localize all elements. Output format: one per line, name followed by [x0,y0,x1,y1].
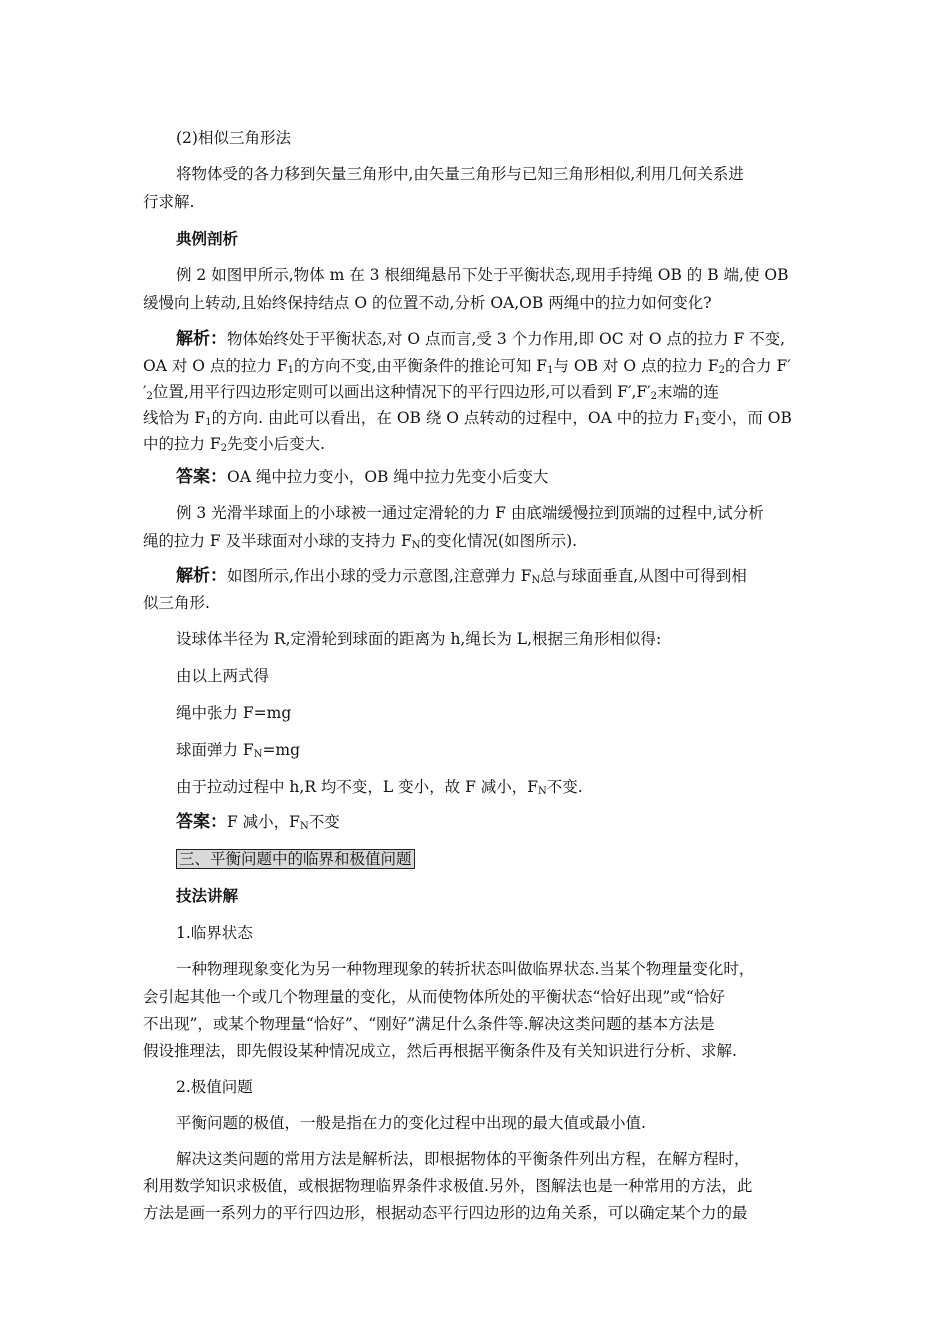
text: 解决这类问题的常用方法是解析法，即根据物体的平衡条件列出方程，在解方程时， [176,1150,750,1168]
text: 似三角形. [143,594,210,612]
text: 缓慢向上转动,且始终保持结点 O 的位置不动,分析 OA,OB 两绳中的拉力如何变化? [143,294,712,312]
text: OA 对 O 点的拉力 F [143,357,288,375]
subscript: 1 [694,417,701,428]
text: 变小，而 OB [700,409,792,427]
subscript: N [411,540,421,551]
paragraph-line [143,986,725,1008]
paragraph-line [176,739,300,761]
text: 行求解. [143,193,195,211]
text: 2.极值问题 [176,1078,253,1096]
text: 一种物理现象变化为另一种物理现象的转折状态叫做临界状态.当某个物理量变化时， [176,960,755,978]
subscript: 1 [205,417,212,428]
paragraph-line [176,264,789,286]
analysis-line [143,381,719,403]
text: 的合力 F′ [725,357,791,375]
subscript: N [531,575,541,586]
analysis-line [143,407,792,429]
text: 方法是画一系列力的平行四边形，根据动态平行四边形的边角关系，可以确定某个力的最 [143,1204,748,1222]
text: 不变. [546,778,583,796]
subscript: N [538,786,547,797]
paragraph-line [176,702,291,724]
text: 球面弹力 F [176,741,254,759]
answer-label: 答案： [176,467,227,487]
text: 的方向. 由此可以看出，在 OB 绕 O 点转动的过程中，OA 中的拉力 F [211,409,695,427]
subscript: 2 [650,391,658,402]
text: 由以上两式得 [176,667,270,685]
text: 中的拉力 F [143,435,221,453]
subscript: 1 [547,365,554,376]
text: =mg [262,741,301,759]
analysis-label: 解析： [176,566,227,586]
text: ′ [143,383,147,401]
text: 设球体半径为 R,定滑轮到球面的距离为 h,绳长为 L,根据三角形相似得: [176,630,662,648]
text: 先变小后变大. [227,435,325,453]
text: 1.临界状态 [176,924,253,942]
paragraph-line [176,163,744,185]
subscript: 2 [718,365,726,376]
paragraph-line [143,191,194,213]
paragraph-line [143,1175,752,1197]
paragraph-line [176,628,661,650]
subscript: 2 [220,443,228,454]
text: 绳中张力 F=mg [176,704,292,722]
text: 由于拉动过程中 h,R 均不变，L 变小，故 F 减小，F [176,778,539,796]
analysis-label: 解析： [176,329,227,349]
paragraph-line [176,1148,750,1170]
text: 如图所示,作出小球的受力示意图,注意弹力 F [227,567,532,585]
paragraph-line [143,530,577,552]
subscript: N [299,821,309,832]
text: OA 绳中拉力变小，OB 绳中拉力先变小后变大 [227,468,549,486]
technique-title [176,885,238,907]
text: 末端的连 [657,383,720,401]
method-heading [176,127,291,149]
analysis-line [176,328,785,350]
text: 会引起其他一个或几个物理量的变化，从而使物体所处的平衡状态“恰好出现”或“恰好 [143,988,725,1006]
answer-label: 答案： [176,812,227,832]
text: 例 3 光滑半球面上的小球被一通过定滑轮的力 F 由底端缓慢拉到顶端的过程中,试分析 [176,504,764,522]
text: 绳的拉力 F 及半球面对小球的支持力 F [143,532,412,550]
subheading [176,1076,253,1098]
text: 的方向不变,由平衡条件的推论可知 F [293,357,548,375]
paragraph-line [143,1040,737,1062]
example-title [176,228,238,250]
answer-line [176,466,548,488]
text: 将物体受的各力移到矢量三角形中,由矢量三角形与已知三角形相似,利用几何关系进 [176,165,744,183]
subscript: 2 [146,391,153,402]
section-heading [176,848,415,870]
paragraph-line [176,665,269,687]
paragraph-line [143,292,712,314]
paragraph-line [176,1112,646,1134]
paragraph-line [176,776,583,798]
text: 与 OB 对 O 点的拉力 F [553,357,719,375]
text: 典例剖析 [176,230,239,248]
analysis-line [143,433,325,455]
text: 平衡问题的极值，一般是指在力的变化过程中出现的最大值或最小值. [176,1114,646,1132]
paragraph-line [176,958,754,980]
text: 利用数学知识求极值，或根据物理临界条件求极值.另外，图解法也是一种常用的方法，此 [143,1177,753,1195]
paragraph-line [143,1013,715,1035]
text: 例 2 如图甲所示,物体 m 在 3 根细绳悬吊下处于平衡状态,现用手持绳 OB 的 B 端,使 OB [176,266,789,284]
analysis-line [176,565,747,587]
paragraph-line [143,1202,748,1224]
analysis-line [143,355,791,377]
text: 线恰为 F [143,409,206,427]
text: 总与球面垂直,从图中可得到相 [540,567,747,585]
text: 假设推理法，即先假设某种情况成立，然后再根据平衡条件及有关知识进行分析、求解. [143,1042,737,1060]
text: 的变化情况(如图所示). [420,532,578,550]
text: 技法讲解 [176,887,239,905]
subscript: N [253,749,263,760]
analysis-line [143,592,210,614]
answer-line [176,811,340,833]
text: 不出现”，或某个物理量“恰好”、“刚好”满足什么条件等.解决这类问题的基本方法是 [143,1015,715,1033]
section-heading-text: 三、平衡问题中的临界和极值问题 [176,849,415,869]
text: F 减小，F [227,813,300,831]
paragraph-line [176,502,764,524]
method-heading-text: (2)相似三角形法 [176,129,291,147]
text: 不变 [308,813,340,831]
text: 位置,用平行四边形定则可以画出这种情况下的平行四边形,可以看到 F′,F′ [152,383,651,401]
subscript: 1 [287,365,294,376]
text: 物体始终处于平衡状态,对 O 点而言,受 3 个力作用,即 OC 对 O 点的拉力 F 不变, [227,330,786,348]
subheading [176,922,253,944]
